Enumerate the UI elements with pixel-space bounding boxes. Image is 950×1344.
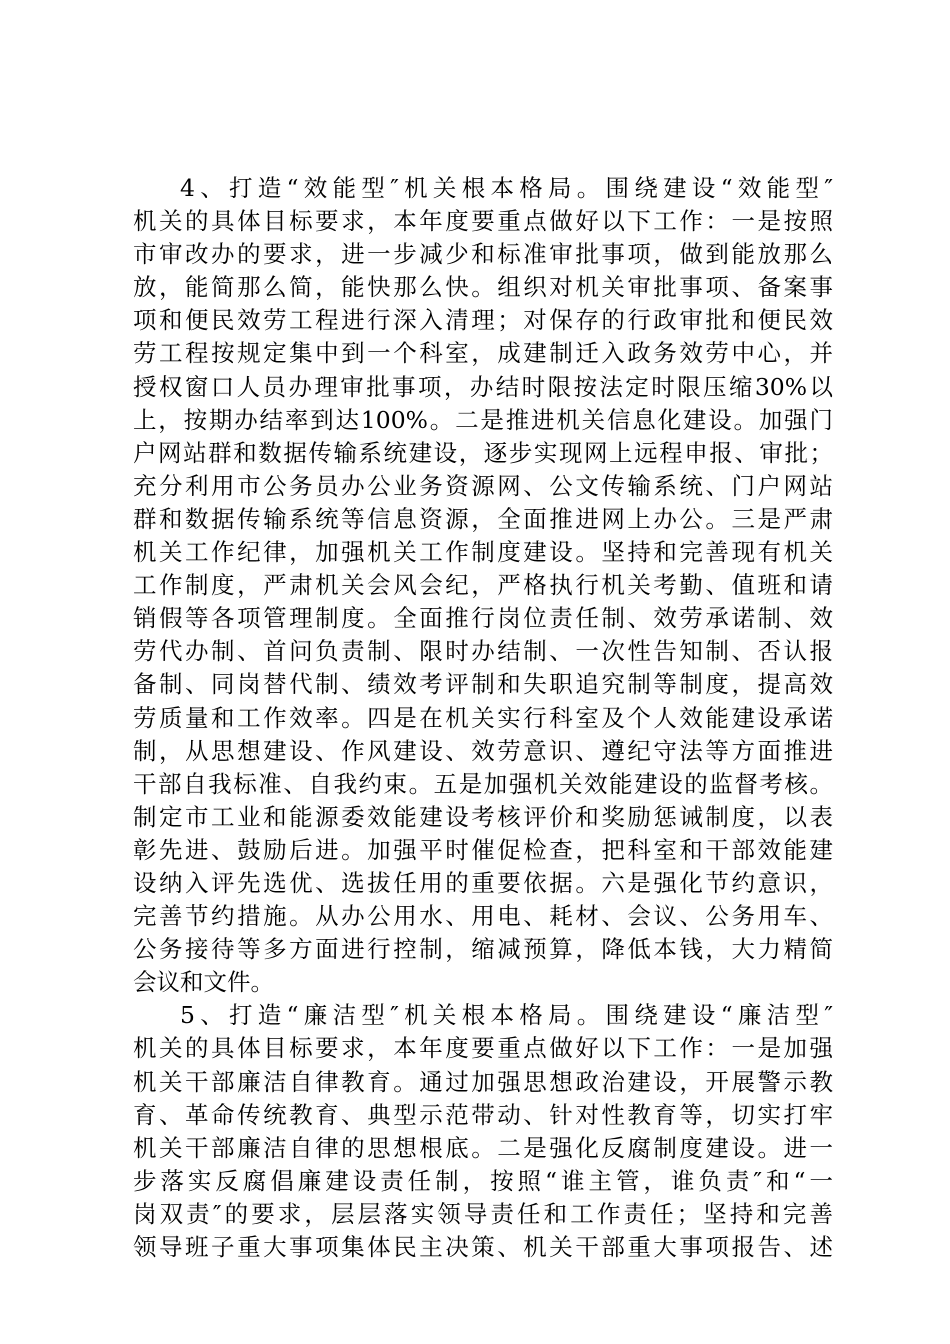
paragraph-line: 完善节约措施。从办公用水、用电、耗材、会议、公务用车、 — [133, 902, 833, 931]
paragraph-line: 干部自我标准、自我约束。五是加强机关效能建设的监督考核。 — [133, 769, 833, 798]
paragraph-4 — [133, 172, 833, 999]
paragraph-line: 制定市工业和能源委效能建设考核评价和奖励惩诫制度，以表 — [133, 802, 833, 831]
paragraph-line: 4、打造“效能型″机关根本格局。围绕建设“效能型″ — [180, 174, 833, 202]
paragraph-line: 步落实反腐倡廉建设责任制，按照“谁主管，谁负责″和“一 — [133, 1166, 833, 1195]
paragraph-line: 机关干部廉洁自律的思想根底。二是强化反腐制度建设。进一 — [133, 1133, 833, 1162]
paragraph-line: 户网站群和数据传输系统建设，逐步实现网上远程申报、审批； — [133, 438, 833, 467]
paragraph-line: 销假等各项管理制度。全面推行岗位责任制、效劳承诺制、效 — [133, 604, 833, 633]
paragraph-line: 项和便民效劳工程进行深入清理；对保存的行政审批和便民效 — [133, 306, 833, 335]
paragraph-line: 彰先进、鼓励后进。加强平时催促检查，把科室和干部效能建 — [133, 835, 833, 864]
paragraph-line: 工作制度，严肃机关会风会纪，严格执行机关考勤、值班和请 — [133, 571, 833, 600]
paragraph-line: 设纳入评先选优、选拔任用的重要依据。六是强化节约意识， — [133, 868, 833, 897]
paragraph-line: 机关的具体目标要求，本年度要重点做好以下工作：一是按照 — [133, 207, 833, 236]
paragraph-line: 群和数据传输系统等信息资源，全面推进网上办公。三是严肃 — [133, 504, 833, 533]
paragraph-line: 充分利用市公务员办公业务资源网、公文传输系统、门户网站 — [133, 471, 833, 500]
paragraph-line: 制，从思想建设、作风建设、效劳意识、遵纪守法等方面推进 — [133, 736, 833, 765]
body-text — [133, 172, 833, 1264]
paragraph-line: 劳工程按规定集中到一个科室，成建制迁入政务效劳中心，并 — [133, 339, 833, 368]
paragraph-line: 5、打造“廉洁型″机关根本格局。围绕建设“廉洁型″ — [180, 1001, 833, 1030]
paragraph-line: 劳质量和工作效率。四是在机关实行科室及个人效能建设承诺 — [133, 703, 833, 732]
paragraph-line: 市审改办的要求，进一步减少和标准审批事项，做到能放那么 — [133, 240, 833, 269]
paragraph-line: 公务接待等多方面进行控制，缩减预算，降低本钱，大力精简 — [133, 935, 833, 964]
paragraph-line: 机关工作纪律，加强机关工作制度建设。坚持和完善现有机关 — [133, 538, 833, 567]
paragraph-line: 机关的具体目标要求，本年度要重点做好以下工作：一是加强 — [133, 1034, 833, 1063]
paragraph-5 — [133, 999, 833, 1264]
paragraph-line: 育、革命传统教育、典型示范带动、针对性教育等，切实打牢 — [133, 1100, 833, 1129]
paragraph-line: 放，能简那么简，能快那么快。组织对机关审批事项、备案事 — [133, 273, 833, 302]
paragraph-line: 备制、同岗替代制、绩效考评制和失职追究制等制度，提高效 — [133, 670, 833, 699]
paragraph-line: 领导班子重大事项集体民主决策、机关干部重大事项报告、述 — [133, 1233, 833, 1261]
paragraph-line: 授权窗口人员办理审批事项，办结时限按法定时限压缩30%以 — [133, 372, 833, 401]
paragraph-line: 劳代办制、首问负责制、限时办结制、一次性告知制、否认报 — [133, 637, 833, 666]
paragraph-line: 上，按期办结率到达100%。二是推进机关信息化建设。加强门 — [133, 405, 833, 434]
paragraph-line: 机关干部廉洁自律教育。通过加强思想政治建设，开展警示教 — [133, 1067, 833, 1096]
paragraph-line: 岗双责″的要求，层层落实领导责任和工作责任；坚持和完善 — [133, 1199, 833, 1228]
paragraph-line: 会议和文件。 — [133, 968, 274, 997]
